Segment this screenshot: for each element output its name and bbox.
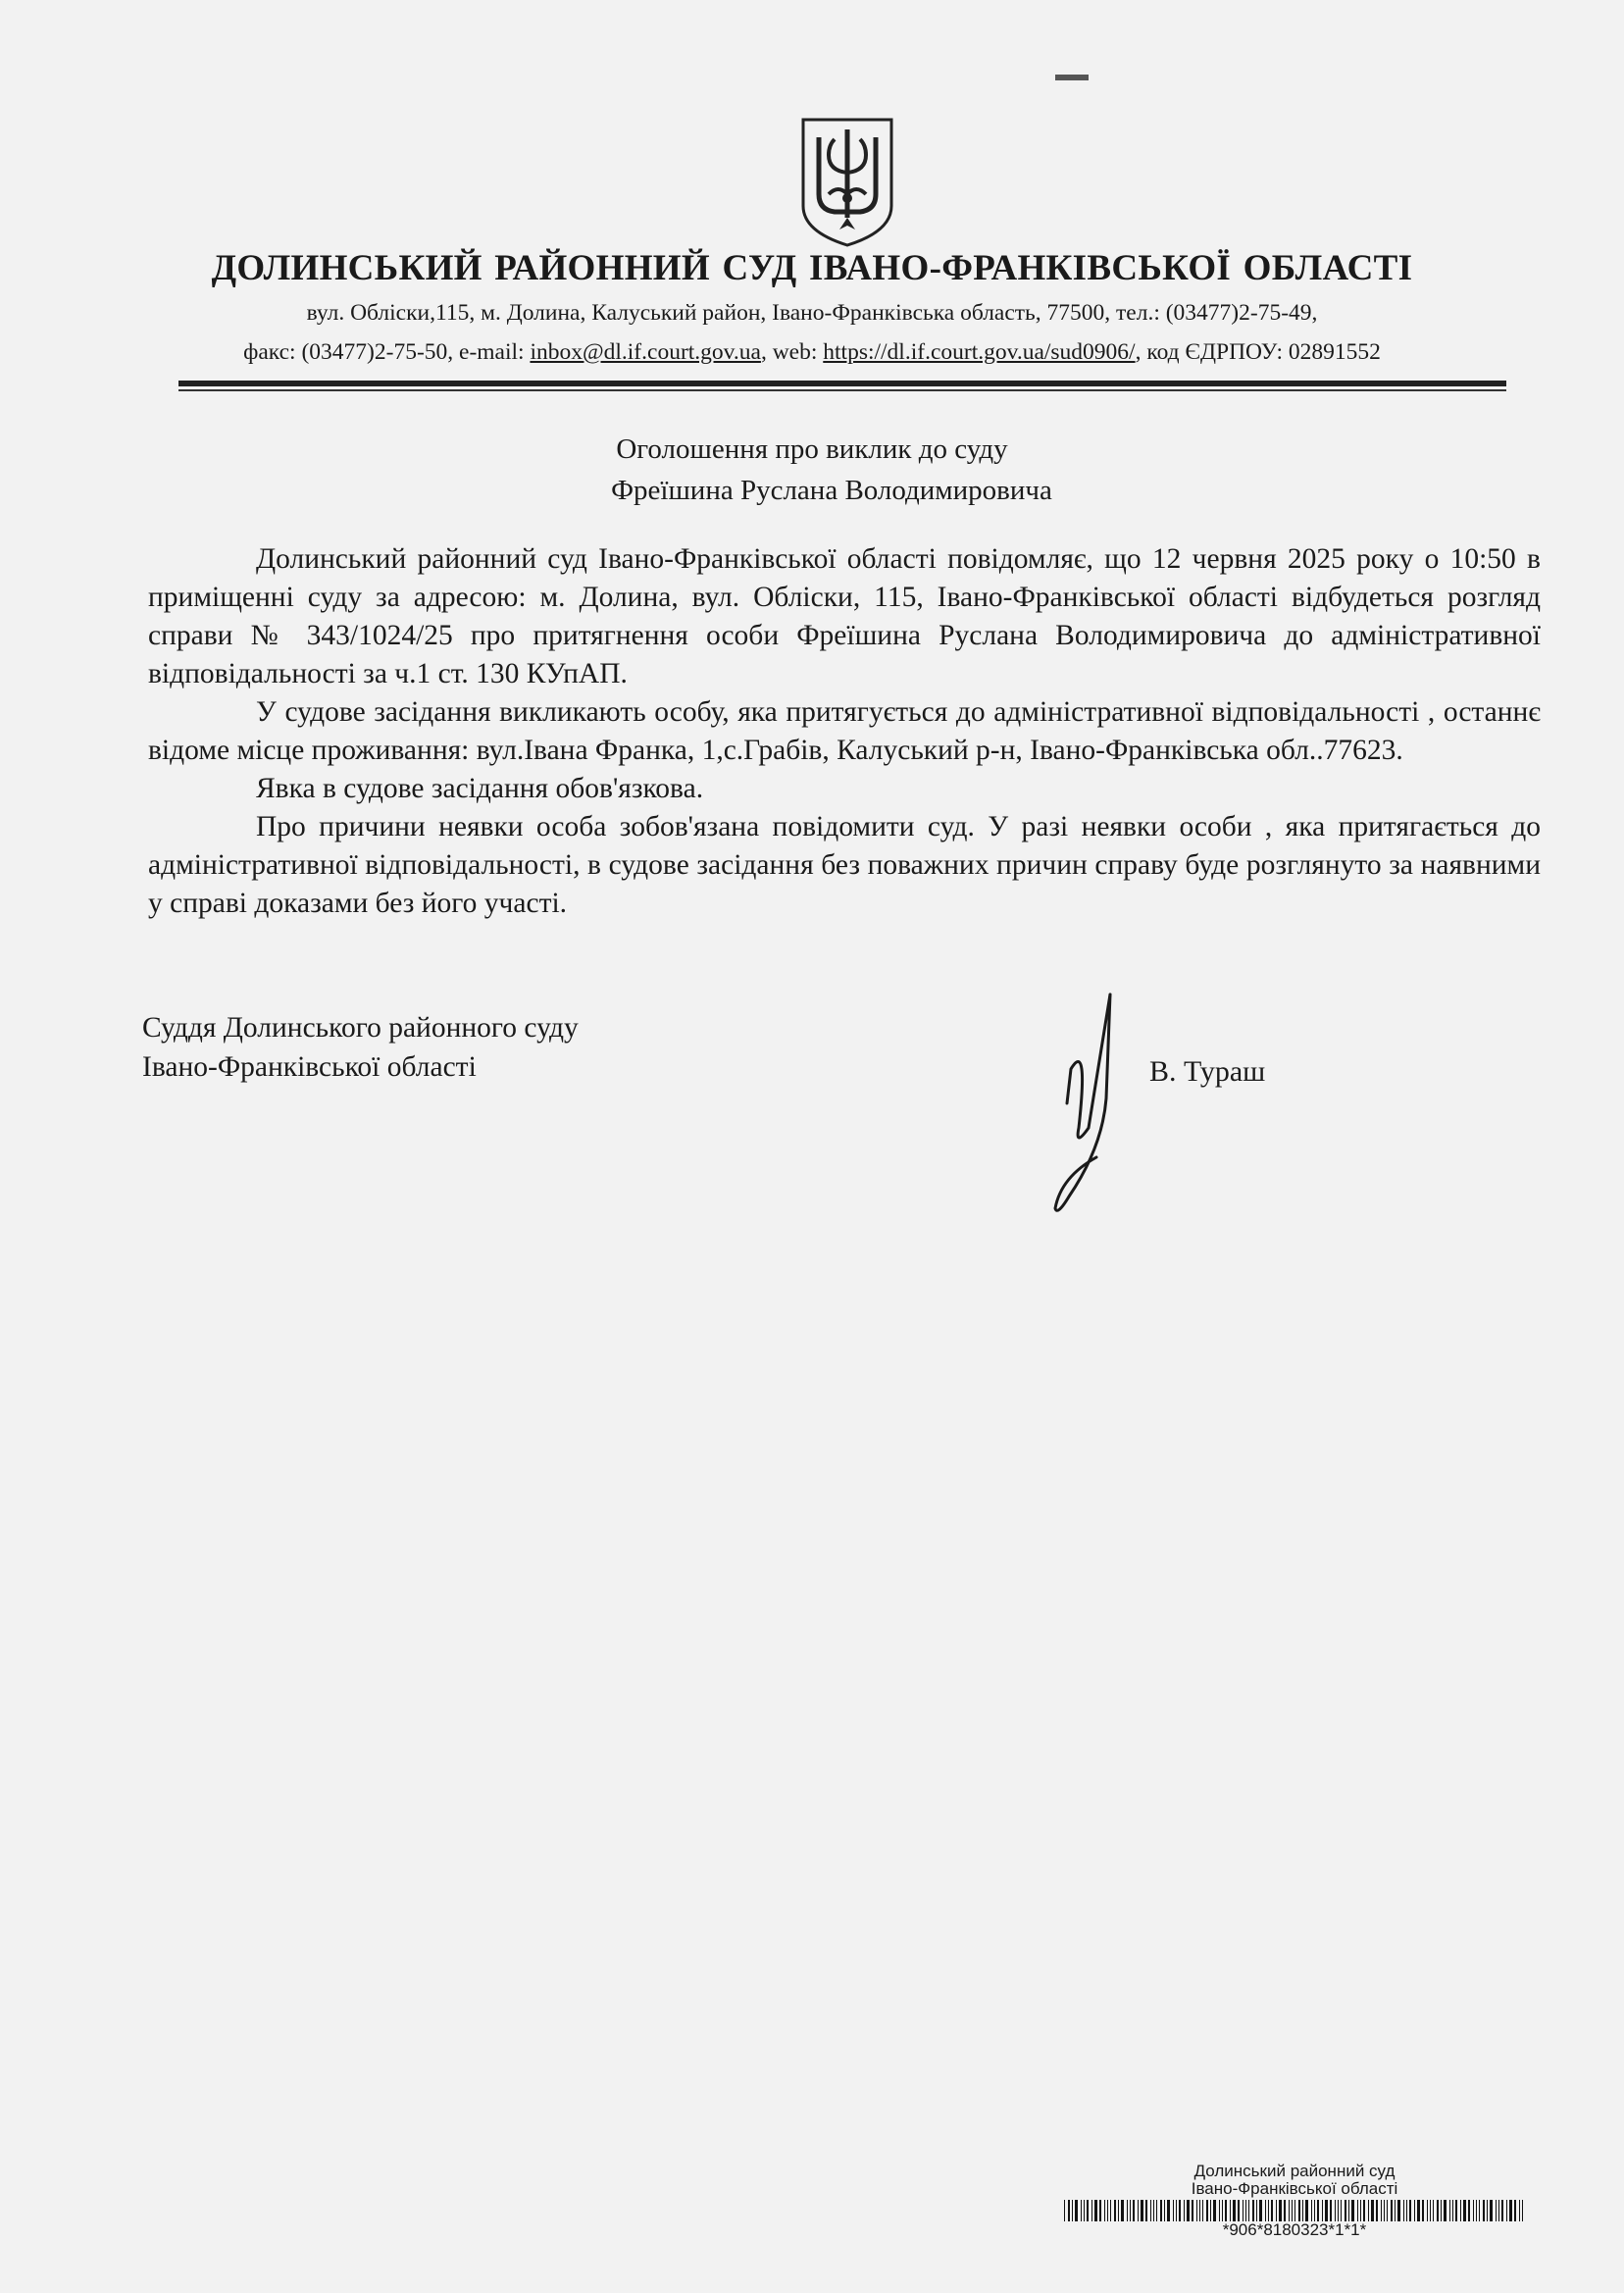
barcode-bar	[1156, 2200, 1157, 2221]
barcode-bar	[1444, 2200, 1446, 2221]
barcode-bar	[1302, 2200, 1303, 2221]
header-divider-thin	[178, 389, 1506, 391]
notice-paragraph: У судове засідання викликають особу, яка притягується до адміністративної відповідальності , останнє відоме місце проживання: вул.Івана Франка, 1,с.Грабів, Калуський р-н, Івано-Франківська обл..77623.	[148, 696, 1541, 766]
barcode-bar	[1107, 2200, 1108, 2221]
barcode-bar	[1222, 2200, 1223, 2221]
barcode-bar	[1519, 2200, 1520, 2221]
barcode-bar	[1363, 2200, 1365, 2221]
barcode-bar	[1245, 2200, 1246, 2221]
barcode-bar	[1192, 2200, 1193, 2221]
notice-paragraph: Явка в судове засідання обов'язкова.	[256, 773, 704, 804]
notice-title: Оголошення про виклик до суду	[616, 433, 1008, 465]
barcode-bar	[1099, 2200, 1101, 2221]
barcode-bar	[1298, 2200, 1300, 2221]
judge-position-line: Івано-Франківської області	[142, 1051, 477, 1083]
barcode	[1064, 2200, 1525, 2221]
barcode-bar	[1173, 2200, 1174, 2221]
barcode-bar	[1381, 2200, 1382, 2221]
stamp-court-line: Долинський районний суд	[1193, 2162, 1396, 2180]
barcode-bar	[1360, 2200, 1361, 2221]
barcode-bar	[1141, 2200, 1143, 2221]
barcode-bar	[1325, 2200, 1328, 2221]
barcode-bar	[1414, 2200, 1415, 2221]
notice-paragraph: Долинський районний суд Івано-Франківської області повідомляє, що 12 червня 2025 року о 10:50 в приміщенні суду за адресою: м. Долина, вул. Обліски, 115, Івано-Франківської області відбудеться розгляд справи № 343/1024/25 про притягнення особи Фреїшина Руслана Володимировича до адміністративної відповідальності за ч.1 ст. 130 КУпАП.	[148, 543, 1541, 689]
barcode-bar	[1473, 2200, 1474, 2221]
barcode-bar	[1455, 2200, 1457, 2221]
barcode-bar	[1292, 2200, 1293, 2221]
barcode-bar	[1150, 2200, 1151, 2221]
barcode-bar	[1199, 2200, 1200, 2221]
barcode-bar	[1184, 2200, 1185, 2221]
barcode-bar	[1335, 2200, 1336, 2221]
email-link[interactable]: inbox@dl.if.court.gov.ua	[530, 339, 761, 365]
barcode-bar	[1317, 2200, 1319, 2221]
barcode-bar	[1210, 2200, 1211, 2221]
barcode-bar	[1501, 2200, 1503, 2221]
court-contacts	[0, 339, 1624, 366]
barcode-bar	[1248, 2200, 1249, 2221]
barcode-bar	[1114, 2200, 1116, 2221]
barcode-bar	[1230, 2200, 1231, 2221]
barcode-bar	[1284, 2200, 1286, 2221]
barcode-bar	[1427, 2200, 1428, 2221]
web-label: , web:	[760, 339, 824, 365]
barcode-bar	[1256, 2200, 1257, 2221]
scan-mark	[1055, 75, 1089, 80]
barcode-bar	[1087, 2200, 1089, 2221]
barcode-bar	[1265, 2200, 1266, 2221]
barcode-bar	[1514, 2200, 1516, 2221]
barcode-bar	[1072, 2200, 1073, 2221]
barcode-bar	[1196, 2200, 1197, 2221]
barcode-bar	[1110, 2200, 1111, 2221]
barcode-bar	[1397, 2200, 1400, 2221]
court-address: вул. Облiски,115, м. Долина, Калуський район, Iвано-Франкiвська область, 77500, тел.: (03477)2-75-49,	[306, 300, 1318, 326]
barcode-bar	[1279, 2200, 1282, 2221]
barcode-bar	[1506, 2200, 1507, 2221]
barcode-bar	[1479, 2200, 1480, 2221]
barcode-bar	[1259, 2200, 1262, 2221]
barcode-bar	[1289, 2200, 1290, 2221]
edrpou-code: , код ЄДРПОУ: 02891552	[1135, 339, 1381, 365]
barcode-bar	[1468, 2200, 1470, 2221]
barcode-bar	[1406, 2200, 1407, 2221]
signer-name: В. Тураш	[1149, 1055, 1266, 1088]
notice-body	[148, 540, 1541, 923]
barcode-bar	[1460, 2200, 1461, 2221]
barcode-bar	[1338, 2200, 1339, 2221]
barcode-bar	[1341, 2200, 1342, 2221]
barcode-bar	[1133, 2200, 1135, 2221]
barcode-bar	[1395, 2200, 1396, 2221]
barcode-bar	[1179, 2200, 1181, 2221]
barcode-bar	[1130, 2200, 1131, 2221]
barcode-bar	[1084, 2200, 1085, 2221]
barcode-bar	[1422, 2200, 1424, 2221]
barcode-bar	[1206, 2200, 1208, 2221]
barcode-bar	[1238, 2200, 1240, 2221]
barcode-bar	[1449, 2200, 1450, 2221]
barcode-bar	[1509, 2200, 1512, 2221]
notice-subject: Фреїшина Руслана Володимировича	[611, 475, 1052, 506]
barcode-bar	[1376, 2200, 1378, 2221]
barcode-bar	[1064, 2200, 1065, 2221]
barcode-bar	[1153, 2200, 1154, 2221]
barcode-bar	[1330, 2200, 1332, 2221]
barcode-bar	[1164, 2200, 1165, 2221]
barcode-bar	[1487, 2200, 1488, 2221]
barcode-bar	[1091, 2200, 1092, 2221]
barcode-bar	[1417, 2200, 1420, 2221]
barcode-bar	[1490, 2200, 1493, 2221]
barcode-bar	[1441, 2200, 1442, 2221]
barcode-bar	[1160, 2200, 1162, 2221]
barcode-bar	[1167, 2200, 1170, 2221]
barcode-bar	[1268, 2200, 1269, 2221]
barcode-bar	[1213, 2200, 1216, 2221]
barcode-bar	[1437, 2200, 1439, 2221]
barcode-bar	[1121, 2200, 1124, 2221]
barcode-bar	[1522, 2200, 1523, 2221]
barcode-bar	[1068, 2200, 1070, 2221]
barcode-bar	[1476, 2200, 1477, 2221]
barcode-bar	[1430, 2200, 1431, 2221]
barcode-number: *906*8180323*1*1*	[1222, 2220, 1367, 2239]
barcode-bar	[1094, 2200, 1097, 2221]
barcode-bar	[1081, 2200, 1082, 2221]
barcode-bar	[1276, 2200, 1277, 2221]
barcode-bar	[1322, 2200, 1323, 2221]
stamp-region-line: Івано-Франківської області	[1191, 2179, 1398, 2198]
barcode-bar	[1138, 2200, 1139, 2221]
barcode-bar	[1391, 2200, 1393, 2221]
barcode-bar	[1483, 2200, 1485, 2221]
barcode-bar	[1294, 2200, 1295, 2221]
barcode-bar	[1252, 2200, 1254, 2221]
fax-label: факс: (03477)2-75-50, e-mail:	[243, 339, 531, 365]
barcode-bar	[1271, 2200, 1273, 2221]
header-divider	[178, 381, 1506, 386]
barcode-bar	[1357, 2200, 1358, 2221]
barcode-bar	[1219, 2200, 1220, 2221]
barcode-bar	[1075, 2200, 1078, 2221]
barcode-bar	[1202, 2200, 1203, 2221]
barcode-bar	[1345, 2200, 1346, 2221]
barcode-bar	[1187, 2200, 1190, 2221]
handwritten-signature	[1010, 981, 1167, 1226]
barcode-bar	[1463, 2200, 1466, 2221]
website-link[interactable]: https://dl.if.court.gov.ua/sud0906/	[823, 339, 1136, 365]
barcode-bar	[1351, 2200, 1354, 2221]
barcode-bar	[1305, 2200, 1308, 2221]
judge-position-line: Суддя Долинського районного суду	[142, 1012, 579, 1044]
barcode-bar	[1314, 2200, 1315, 2221]
barcode-bar	[1452, 2200, 1453, 2221]
barcode-bar	[1104, 2200, 1105, 2221]
barcode-bar	[1348, 2200, 1349, 2221]
barcode-bar	[1225, 2200, 1227, 2221]
barcode-bar	[1145, 2200, 1147, 2221]
barcode-bar	[1384, 2200, 1385, 2221]
barcode-bar	[1371, 2200, 1374, 2221]
notice-paragraph: Про причини неявки особа зобов'язана повідомити суд. У разі неявки особи , яка притягається до адміністративної відповідальності, в судове засідання без поважних причин справу буде розглянуто за наявними у справі доказами без його участі.	[148, 811, 1541, 919]
barcode-bar	[1433, 2200, 1434, 2221]
registry-stamp	[1059, 2163, 1530, 2239]
coat-of-arms-icon	[799, 116, 895, 249]
court-name-heading: ДОЛИНСЬКИЙ РАЙОННИЙ СУД ІВАНО-ФРАНКІВСЬКОЇ ОБЛАСТІ	[211, 248, 1413, 288]
barcode-bar	[1409, 2200, 1411, 2221]
barcode-bar	[1311, 2200, 1312, 2221]
judge-position	[142, 1008, 579, 1087]
barcode-bar	[1233, 2200, 1236, 2221]
barcode-bar	[1496, 2200, 1497, 2221]
barcode-bar	[1118, 2200, 1119, 2221]
barcode-bar	[1387, 2200, 1388, 2221]
barcode-bar	[1176, 2200, 1177, 2221]
barcode-bar	[1498, 2200, 1499, 2221]
barcode-bar	[1127, 2200, 1128, 2221]
barcode-bar	[1403, 2200, 1404, 2221]
barcode-bar	[1368, 2200, 1369, 2221]
